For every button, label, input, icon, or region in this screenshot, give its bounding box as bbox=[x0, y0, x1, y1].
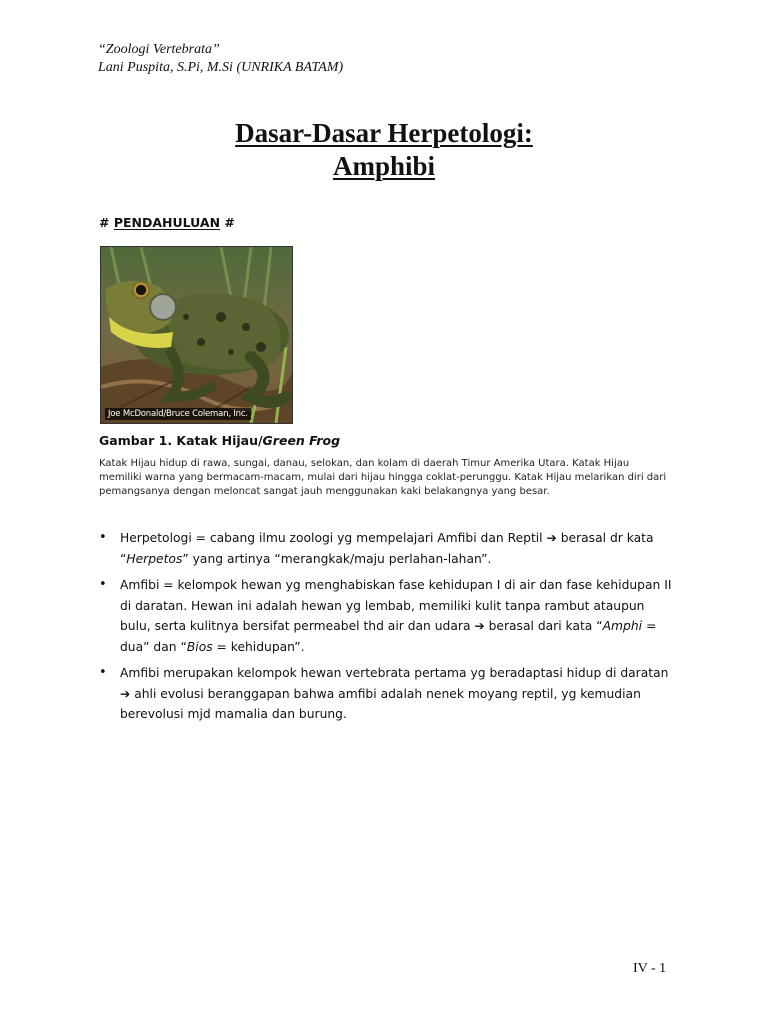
green-frog-photo bbox=[100, 246, 293, 424]
section-prefix: # bbox=[99, 215, 114, 230]
bullet-icon: • bbox=[99, 530, 107, 545]
figure-description: Katak Hijau hidup di rawa, sungai, danau, selokan, dan kolam di daerah Timur Amerika Utara. Katak Hijau memiliki warna yang bermacam-macam, mulai dari hijau hingga coklat-perunggu. Katak Hijau melarikan diri dari pemangsanya dengan meloncat sangat jauh menggunakan kaki belakangnya yang besar. bbox=[99, 458, 667, 497]
bullet-text: ” yang artinya “merangkak/maju perlahan-lahan”. bbox=[182, 551, 492, 566]
bullet-text: = kehidupan”. bbox=[212, 639, 305, 654]
bullet-text: Amfibi merupakan kelompok hewan vertebrata pertama yg beradaptasi hidup di daratan ➔ ahli evolusi beranggapan bahwa amfibi adalah nenek moyang reptil, yg kemudian berevolusi mjd mamalia dan burung. bbox=[120, 666, 669, 721]
section-suffix: # bbox=[220, 215, 235, 230]
list-item bbox=[99, 575, 679, 657]
author-line: Lani Puspita, S.Pi, M.Si (UNRIKA BATAM) bbox=[98, 60, 344, 75]
bullet-icon: • bbox=[99, 665, 107, 680]
bullet-text: Herpetologi = cabang ilmu zoologi yg mempelajari Amfibi dan Reptil ➔ berasal dr kata “ bbox=[120, 531, 654, 566]
figure-caption bbox=[99, 433, 340, 448]
bullet-text: = dua” dan “ bbox=[120, 619, 657, 654]
section-heading bbox=[99, 215, 235, 230]
page-title bbox=[0, 117, 768, 183]
section-label: PENDAHULUAN bbox=[113, 215, 221, 230]
page-number: IV - 1 bbox=[633, 961, 667, 976]
frog-illustration bbox=[101, 247, 292, 423]
bullet-italic: Herpetos bbox=[126, 551, 183, 566]
title-line-1: Dasar-Dasar Herpetologi: bbox=[235, 118, 533, 148]
title-line-2: Amphibi bbox=[332, 151, 436, 181]
photo-credit: Joe McDonald/Bruce Coleman, Inc. bbox=[105, 408, 251, 420]
list-item bbox=[99, 663, 679, 725]
bullet-list bbox=[99, 528, 679, 731]
document-header bbox=[98, 41, 343, 77]
bullet-italic: Amphi bbox=[602, 619, 643, 633]
list-item bbox=[99, 528, 679, 569]
bullet-italic: Bios bbox=[186, 639, 213, 654]
caption-italic: Green Frog bbox=[262, 433, 341, 448]
bullet-icon: • bbox=[99, 577, 107, 592]
caption-label: Gambar 1. Katak Hijau/ bbox=[99, 433, 263, 448]
course-name: “Zoologi Vertebrata” bbox=[98, 42, 220, 57]
bullet-text: Amfibi = kelompok hewan yg menghabiskan fase kehidupan I di air dan fase kehidupan II di daratan. Hewan ini adalah hewan yg lembab, memiliki kulit tanpa rambut ataupun bulu, serta kulitnya bersifat permeabel thd air dan udara ➔ berasal dari kata “ bbox=[120, 578, 672, 633]
